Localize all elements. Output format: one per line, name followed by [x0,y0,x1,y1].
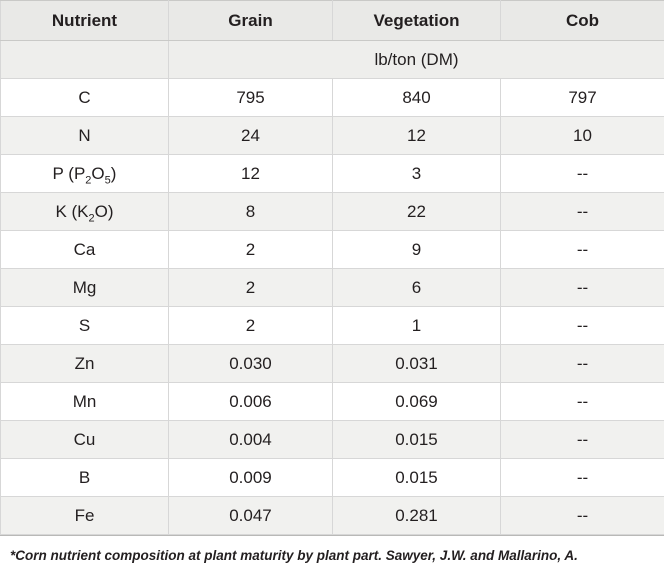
cell-nutrient: Mn [1,383,169,421]
table-row [1,307,664,345]
cell-vegetation: 840 [333,79,501,117]
table-row [1,497,664,535]
cell-nutrient: B [1,459,169,497]
cell-grain: 0.004 [169,421,333,459]
table-row [1,459,664,497]
cell-grain: 8 [169,193,333,231]
column-header-grain: Grain [169,1,333,41]
cell-vegetation: 9 [333,231,501,269]
cell-grain: 0.006 [169,383,333,421]
cell-nutrient: Cu [1,421,169,459]
cell-vegetation: 0.281 [333,497,501,535]
cell-grain: 2 [169,231,333,269]
cell-nutrient-text: K (K [55,201,89,221]
cell-cob: -- [501,155,664,193]
units-row [1,41,664,79]
cell-nutrient: C [1,79,169,117]
cell-grain: 0.047 [169,497,333,535]
cell-vegetation: 22 [333,193,501,231]
cell-nutrient: Zn [1,345,169,383]
cell-grain: 0.030 [169,345,333,383]
cell-cob: -- [501,269,664,307]
table-row [1,231,664,269]
cell-vegetation: 3 [333,155,501,193]
header-row [1,1,664,41]
cell-cob: 10 [501,117,664,155]
cell-nutrient: Mg [1,269,169,307]
table-row [1,155,664,193]
cell-nutrient: Ca [1,231,169,269]
cell-nutrient-subscript-2: 5 [104,173,111,186]
cell-nutrient-subscript: 2 [85,173,92,186]
cell-vegetation: 0.031 [333,345,501,383]
cell-cob: -- [501,497,664,535]
cell-grain: 12 [169,155,333,193]
cell-nutrient [1,193,169,231]
table-row [1,421,664,459]
cell-cob: -- [501,345,664,383]
table-row [1,193,664,231]
cell-nutrient-subscript: 2 [88,211,95,224]
cell-nutrient: Fe [1,497,169,535]
cell-grain: 2 [169,307,333,345]
cell-vegetation: 0.069 [333,383,501,421]
column-header-cob: Cob [501,1,664,41]
table-footnote: *Corn nutrient composition at plant maturity by plant part. Sawyer, J.W. and Mallarino, A. [0,535,664,573]
cell-cob: -- [501,421,664,459]
cell-cob: -- [501,383,664,421]
column-header-vegetation: Vegetation [333,1,501,41]
column-header-nutrient: Nutrient [1,1,169,41]
cell-nutrient-text: P (P [52,163,86,183]
table-row [1,269,664,307]
units-row-blank-cell [1,41,169,79]
cell-cob: 797 [501,79,664,117]
cell-nutrient-text-2: O) [94,201,114,221]
cell-vegetation: 12 [333,117,501,155]
cell-grain: 0.009 [169,459,333,497]
table-row [1,383,664,421]
cell-grain: 795 [169,79,333,117]
cell-grain: 2 [169,269,333,307]
cell-nutrient [1,155,169,193]
cell-vegetation: 6 [333,269,501,307]
cell-vegetation: 0.015 [333,459,501,497]
cell-cob: -- [501,231,664,269]
cell-grain: 24 [169,117,333,155]
cell-cob: -- [501,307,664,345]
table-row [1,345,664,383]
table-body [1,41,664,535]
table-header [1,1,664,41]
cell-nutrient-text-2: O [91,163,105,183]
units-label: lb/ton (DM) [169,41,664,79]
cell-nutrient: N [1,117,169,155]
table-row [1,117,664,155]
cell-nutrient: S [1,307,169,345]
cell-cob: -- [501,193,664,231]
cell-cob: -- [501,459,664,497]
table-row [1,79,664,117]
cell-vegetation: 0.015 [333,421,501,459]
cell-vegetation: 1 [333,307,501,345]
cell-nutrient-text-3: ) [110,163,117,183]
